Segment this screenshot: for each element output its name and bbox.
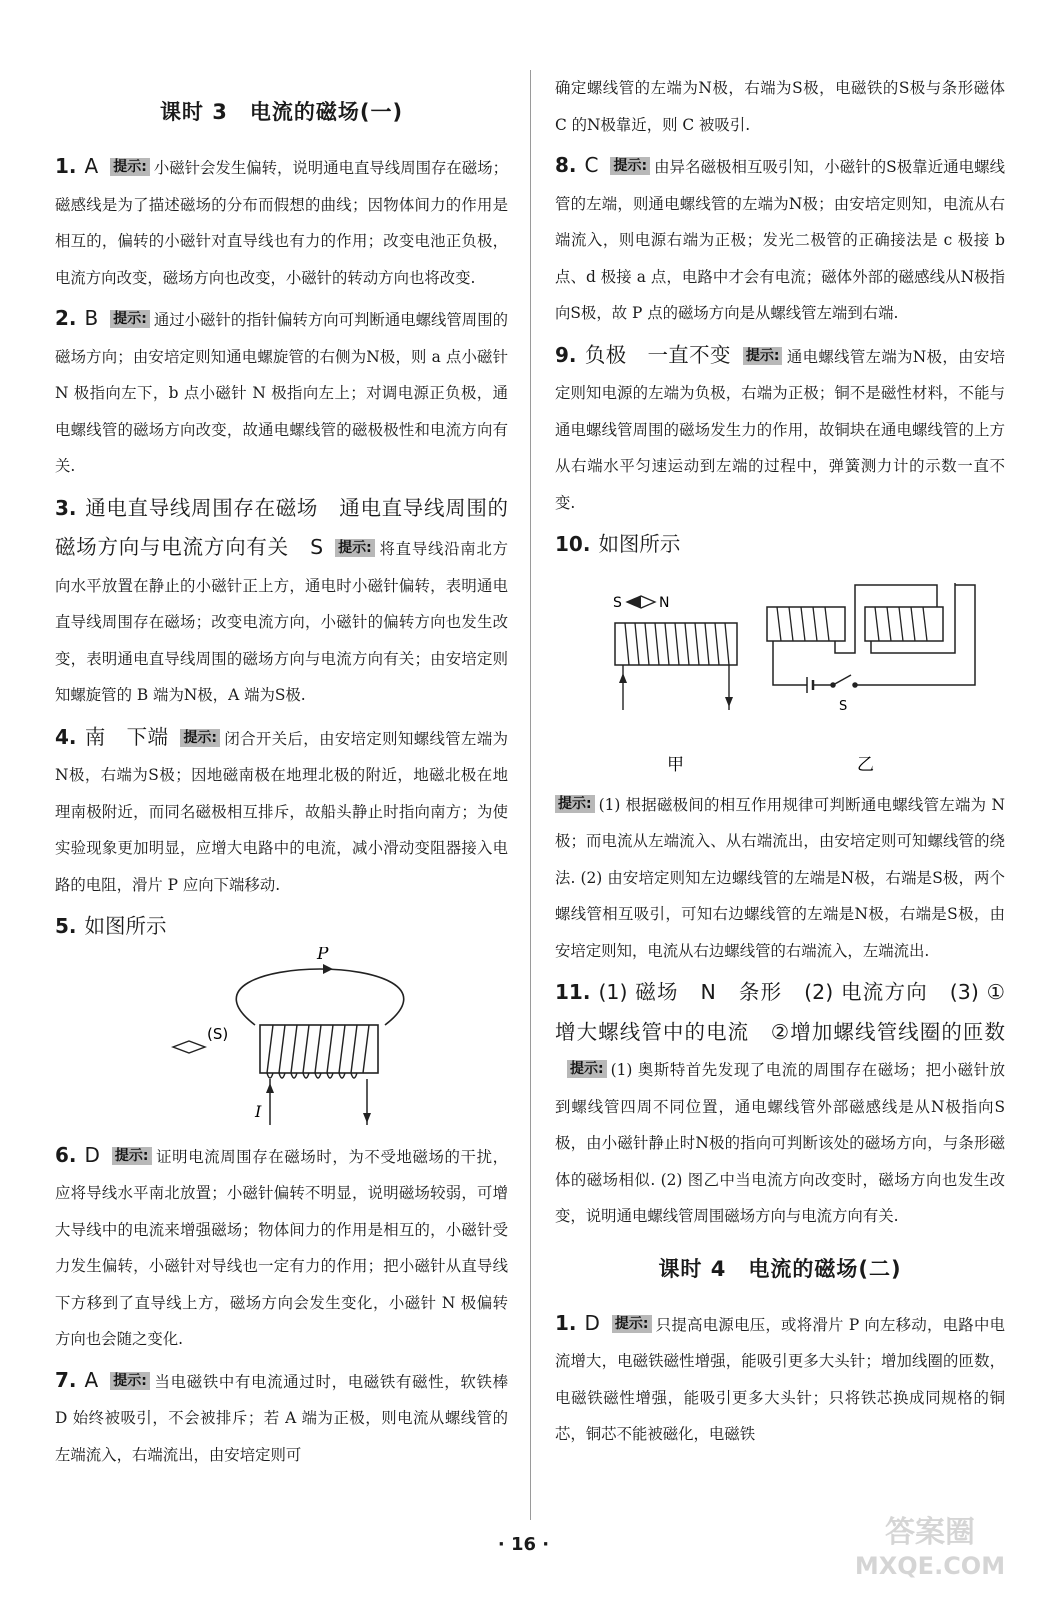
label-p: P	[317, 946, 329, 964]
question-5	[55, 907, 508, 947]
answer: D	[584, 1310, 600, 1335]
current-arrow-out	[725, 697, 733, 707]
question-number: 1.	[555, 1310, 577, 1335]
hint-text: 当电磁铁中有电流通过时，电磁铁有磁性，软铁棒 D 始终被吸引，不会被排斥；若 A 端为正极，则电流从螺线管的左端流入，右端流出，由安培定则可	[55, 1372, 508, 1464]
solenoid-diagram-q5	[55, 947, 508, 1137]
question-number: 4.	[55, 724, 77, 749]
answer: B	[84, 306, 99, 330]
question-number: 5.	[55, 914, 77, 938]
figure-q5	[55, 947, 508, 1137]
hint-text: 小磁针会发生偏转，说明通电直导线周围存在磁场；磁感线是为了描述磁场的分布而假想的曲线；因物体间力的作用是相互的，偏转的小磁针对直导线也有力的作用；改变电池正负极，电流方向改变，磁场方向也改变，小磁针的转动方向也将改变.	[55, 159, 508, 287]
question-3	[55, 489, 508, 714]
answer: C	[584, 153, 599, 177]
current-arrow-out	[363, 1113, 371, 1123]
field-line	[236, 969, 403, 1025]
answer: 负极 一直不变	[584, 342, 731, 367]
svg-text:答案圈: 答案圈	[885, 1515, 975, 1550]
answer: D	[84, 1142, 100, 1167]
svg-text:MXQE.COM: MXQE.COM	[854, 1552, 1006, 1580]
question-8	[555, 147, 1005, 332]
coil-windings-right	[875, 607, 927, 641]
question-7-continued: 确定螺线管的左端为N极，右端为S极，电磁铁的S极与条形磁体 C 的N极靠近，则 C 被吸引.	[555, 79, 1005, 134]
column-divider	[530, 70, 531, 1520]
coil-windings	[625, 623, 729, 665]
hint-text: (1) 奥斯特首先发现了电流的周围存在磁场；把小磁针放到螺线管四周不同位置，通电螺线管外部磁感线是从N极指向S极，由小磁针静止时N极的指向可判断该处的磁场方向，与条形磁体的磁场相似. (2) 图乙中当电流方向改变时，磁场方向也发生改变，说明通电螺线管周围磁场方向与电流方向有关.	[555, 1061, 1005, 1225]
hint-text: 只提高电源电压，或将滑片 P 向左移动，电路中电流增大，电磁铁磁性增强，能吸引更多大头针；增加线圈的匝数，电磁铁磁性增强，能吸引更多大头针；只将铁芯换成同规格的铜芯，铜芯不能被磁化，电磁铁	[555, 1315, 1005, 1443]
label-s: S	[613, 594, 622, 611]
question-number: 10.	[555, 532, 591, 556]
current-arrow-in	[619, 673, 627, 683]
wire	[835, 585, 937, 653]
hint-tag: 提示:	[335, 539, 375, 557]
figure-jia	[613, 595, 737, 775]
answer: 如图所示	[84, 914, 167, 938]
label-yi: 乙	[857, 754, 874, 775]
switch-lever	[833, 675, 851, 685]
label-n: N	[659, 594, 670, 611]
left-column	[55, 68, 508, 1477]
label-jia: 甲	[667, 754, 684, 775]
answer: 通电直导线周围存在磁场 通电直导线周围的磁场方向与电流方向有关 S	[55, 495, 508, 559]
watermark-logo	[835, 1504, 1025, 1582]
coil-windings-left	[777, 607, 829, 641]
hint-tag: 提示:	[743, 347, 783, 365]
hint-tag: 提示:	[110, 158, 150, 176]
figure-q10	[555, 565, 1005, 787]
answer: 如图所示	[598, 532, 681, 556]
question-10-hint	[555, 787, 1005, 970]
label-switch: S	[839, 698, 848, 714]
hint-text: (1) 根据磁极间的相互作用规律可判断通电螺线管左端为 N 极；而电流从左端流入、从右端流出，由安培定则可知螺线管的绕法. (2) 由安培定则知左边螺线管的左端是N极，右端是S极，两个螺线管相互吸引，可知右边螺线管的左端是N极，右端是S极，由安培定则知，电流从右边螺线管的右端流入，左端流出.	[555, 795, 1005, 960]
figure-yi	[767, 583, 975, 693]
hint-tag: 提示:	[555, 795, 595, 813]
answer: (1) 磁场 N 条形 (2) 电流方向 (3) ①增大螺线管中的电流 ②增加螺线管线圈的匝数	[555, 980, 1005, 1044]
question-9	[555, 336, 1005, 522]
hint-text: 将直导线沿南北方向水平放置在静止的小磁针正上方，通电时小磁针偏转，表明通电直导线周围存在磁场；改变电流方向，小磁针的偏转方向也发生改变，表明通电直导线周围的磁场方向与电流方向有关；由安培定则知螺旋管的 B 端为N极，A 端为S极.	[55, 540, 508, 704]
question-number: 6.	[55, 1142, 77, 1167]
compass-needle	[173, 1041, 205, 1053]
label-i: I	[255, 1101, 262, 1121]
hint-tag: 提示:	[112, 1147, 152, 1165]
question-11	[555, 973, 1005, 1235]
hint-tag: 提示:	[180, 729, 220, 747]
question-number: 7.	[55, 1367, 77, 1392]
coil-windings	[267, 1025, 369, 1078]
question-7	[55, 1362, 508, 1474]
question-number: 2.	[55, 306, 77, 330]
hint-tag: 提示:	[612, 1315, 652, 1333]
page-number: · 16 ·	[497, 1534, 550, 1555]
question-number: 11.	[555, 980, 591, 1004]
hint-tag: 提示:	[567, 1060, 607, 1078]
answer: A	[84, 1367, 99, 1392]
hint-tag: 提示:	[110, 1372, 150, 1390]
hint-text: 证明电流周围存在磁场时，为不受地磁场的干扰，应将导线水平南北放置；小磁针偏转不明显，说明磁场较弱，可增大导线中的电流来增强磁场；物体间力的作用是相互的，小磁针受力发生偏转，小磁针对导线也一定有力的作用；把小磁针从直导线下方移到了直导线上方，磁场方向会发生变化，小磁针 N 极偏转方向也会随之变化.	[55, 1147, 508, 1348]
right-column	[555, 70, 1005, 1457]
hint-text: 通过小磁针的指针偏转方向可判断通电螺线管周围的磁场方向；由安培定则知通电螺旋管的右侧为N极，则 a 点小磁针 N 极指向左下，b 点小磁针 N 极指向左上；对调电源正负极，通电螺线管的磁场方向改变，故通电螺线管的磁极极性和电流方向有关.	[55, 311, 508, 475]
question-number: 8.	[555, 153, 577, 177]
hint-text: 通电螺线管左端为N极，由安培定则知电源的左端为负极，右端为正极；铜不是磁性材料，不能与通电螺线管周围的磁场发生力的作用，故铜块在通电螺线管的上方从右端水平匀速运动到左端的过程中，弹簧测力计的示数一直不变.	[555, 347, 1006, 512]
question-number: 3.	[55, 495, 77, 520]
hint-text: 闭合开关后，由安培定则知螺线管左端为N极，右端为S极；因地磁南极在地理北极的附近，地磁北极在地理南极附近，而同名磁极相互排斥，故船头静止时指向南方；为使实验现象更加明显，应增大电路中的电流，减小滑动变阻器接入电路的电阻，滑片 P 应向下端移动.	[55, 729, 508, 894]
question-number: 9.	[555, 342, 577, 367]
question-4	[55, 718, 508, 904]
question-10	[555, 525, 1005, 565]
label-s: (S)	[207, 1024, 229, 1043]
wire	[855, 585, 975, 685]
question-2	[55, 300, 508, 485]
hint-text: 由异名磁极相互吸引知，小磁针的S极靠近通电螺线管的左端，则通电螺线管的左端为N极；由安培定则知，电流从右端流入，则电源右端为正极；发光二极管的正确接法是 c 极接 b 点、d 极接 a 点，电路中才会有电流；磁体外部的磁感线从N极指向S极，故 P 点的磁场方向是从螺线管左端到右端.	[555, 158, 1005, 322]
section-title-lesson4: 课时 4 电流的磁场(二)	[658, 1256, 902, 1281]
section-title-lesson3: 课时 3 电流的磁场(一)	[159, 100, 404, 124]
question-6	[55, 1137, 508, 1358]
field-arrow	[323, 964, 333, 974]
answer: 南 下端	[84, 724, 169, 749]
solenoid-diagrams-q10	[555, 565, 1005, 787]
current-arrow-in	[266, 1083, 274, 1093]
wire	[773, 641, 807, 685]
question-number: 1.	[55, 154, 77, 178]
hint-tag: 提示:	[610, 157, 650, 175]
hint-tag: 提示:	[110, 310, 150, 328]
question-1	[55, 148, 508, 296]
solenoid-body	[260, 1025, 378, 1073]
answer: A	[84, 154, 99, 178]
lesson4-question-1	[555, 1305, 1005, 1453]
